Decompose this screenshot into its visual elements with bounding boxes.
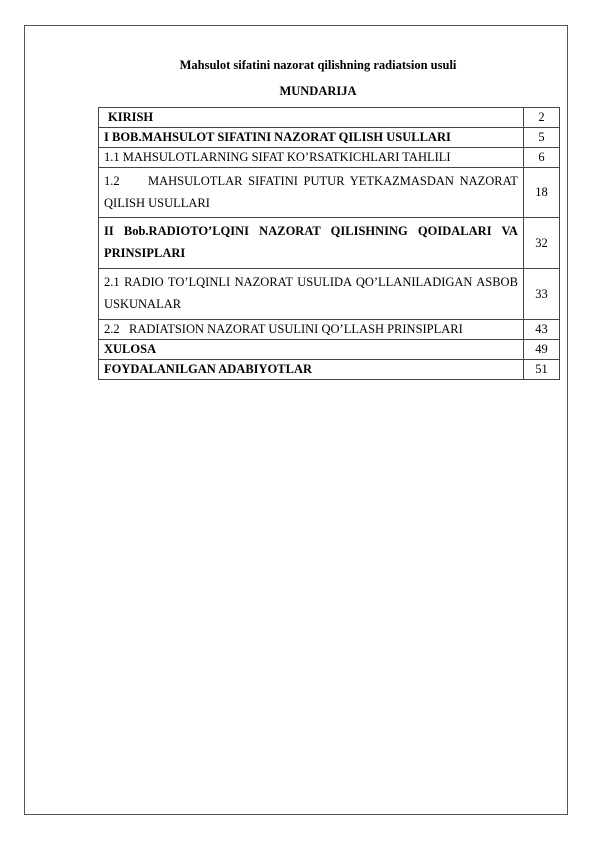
toc-entry-page: 2 xyxy=(523,108,559,128)
toc-entry-title: 1.1 MAHSULOTLARNING SIFAT KO’RSATKICHLARI TAHLILI xyxy=(99,147,524,167)
document-title: Mahsulot sifatini nazorat qilishning radiatsion usuli xyxy=(179,58,457,72)
toc-entry-title: I BOB.MAHSULOT SIFATINI NAZORAT QILISH USULLARI xyxy=(99,127,524,147)
toc-row-section-1-1 xyxy=(99,147,560,167)
toc-entry-page: 18 xyxy=(523,167,559,218)
toc-row-section-2-1 xyxy=(99,269,560,320)
toc-entry-title: II Bob.RADIOTO’LQINI NAZORAT QILISHNING QOIDALARI VA PRINSIPLARI xyxy=(99,218,524,269)
toc-entry-title: 2.1 RADIO TO’LQINLI NAZORAT USULIDA QO’LLANILADIGAN ASBOB USKUNALAR xyxy=(99,269,524,320)
toc-entry-page: 51 xyxy=(523,359,559,379)
toc-row-section-1-2 xyxy=(99,167,560,218)
toc-entry-title: 2.2 RADIATSION NAZORAT USULINI QO’LLASH PRINSIPLARI xyxy=(99,319,524,339)
toc-entry-page: 43 xyxy=(523,319,559,339)
table-of-contents xyxy=(98,107,560,380)
toc-entry-title: KIRISH xyxy=(99,108,524,128)
toc-entry-page: 6 xyxy=(523,147,559,167)
toc-row-chapter-2 xyxy=(99,218,560,269)
toc-row-adabiyotlar xyxy=(99,359,560,379)
toc-row-section-2-2 xyxy=(99,319,560,339)
toc-row-chapter-1 xyxy=(99,127,560,147)
toc-entry-page: 32 xyxy=(523,218,559,269)
toc-heading: MUNDARIJA xyxy=(279,84,357,98)
toc-entry-title: XULOSA xyxy=(99,339,524,359)
toc-entry-page: 5 xyxy=(523,127,559,147)
toc-entry-page: 33 xyxy=(523,269,559,320)
toc-row-kirish xyxy=(99,108,560,128)
toc-entry-title: 1.2 MAHSULOTLAR SIFATINI PUTUR YETKAZMASDAN NAZORAT QILISH USULLARI xyxy=(99,167,524,218)
toc-row-xulosa xyxy=(99,339,560,359)
toc-entry-title: FOYDALANILGAN ADABIYOTLAR xyxy=(99,359,524,379)
toc-entry-page: 49 xyxy=(523,339,559,359)
